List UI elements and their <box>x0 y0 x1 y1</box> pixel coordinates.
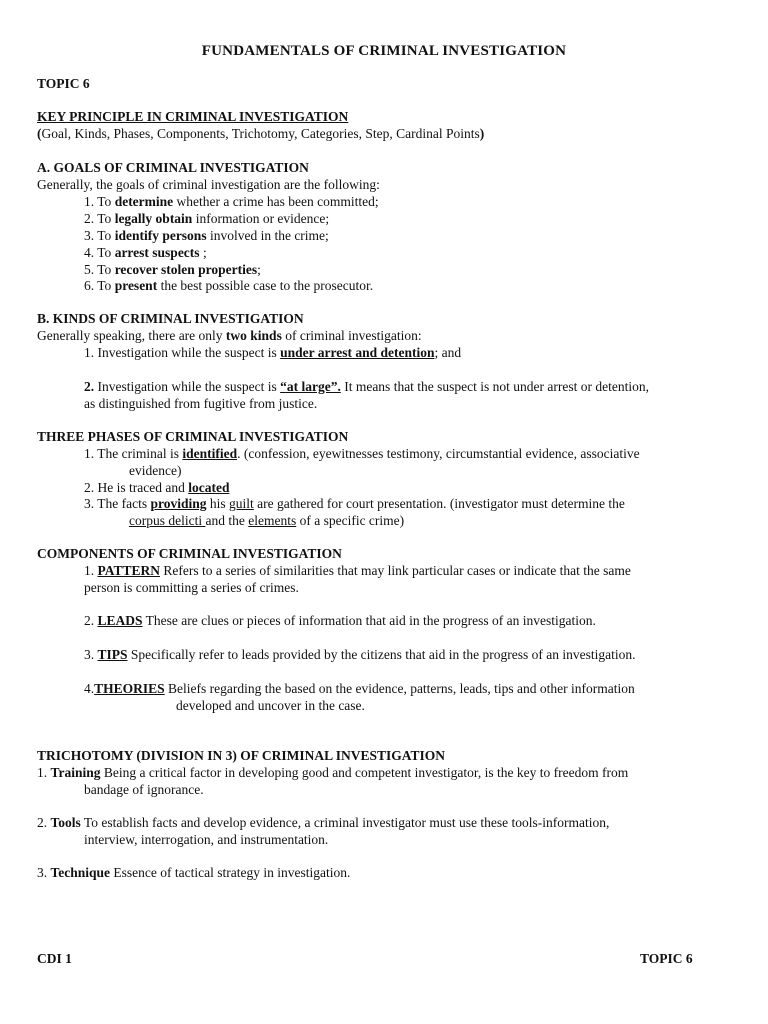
key-principle-heading: KEY PRINCIPLE IN CRIMINAL INVESTIGATION <box>37 109 349 124</box>
page-title: FUNDAMENTALS OF CRIMINAL INVESTIGATION <box>201 43 567 59</box>
kind-item-continuation: as distinguished from fugitive from justice. <box>84 396 318 411</box>
phase-item-continuation: corpus delicti and the elements of a specific crime) <box>129 513 405 528</box>
trichotomy-item: 3. Technique Essence of tactical strategy in investigation. <box>37 865 351 880</box>
goal-item: 4. To arrest suspects ; <box>84 245 207 260</box>
component-item: 1. PATTERN Refers to a series of similarities that may link particular cases or indicate that the same <box>84 563 631 578</box>
goal-item: 1. To determine whether a crime has been committed; <box>84 194 379 209</box>
goal-item: 5. To recover stolen properties; <box>84 262 261 277</box>
trichotomy-item-continuation: bandage of ignorance. <box>84 782 204 797</box>
component-item-continuation: person is committing a series of crimes. <box>84 580 299 595</box>
phase-item-continuation: evidence) <box>129 463 182 478</box>
goal-item: 6. To present the best possible case to the prosecutor. <box>84 278 374 293</box>
topic-label: TOPIC 6 <box>37 76 90 91</box>
trichotomy-item: 2. Tools To establish facts and develop evidence, a criminal investigator must use these tools-information, <box>37 815 610 830</box>
trichotomy-item-continuation: interview, interrogation, and instrumentation. <box>84 832 329 847</box>
goal-item: 2. To legally obtain information or evidence; <box>84 211 330 226</box>
goal-item: 3. To identify persons involved in the crime; <box>84 228 329 243</box>
goals-intro: Generally, the goals of criminal investigation are the following: <box>37 177 380 192</box>
key-principle-subtitle: (Goal, Kinds, Phases, Components, Trichotomy, Categories, Step, Cardinal Points) <box>37 126 485 141</box>
component-item: 4.THEORIES Beliefs regarding the based on the evidence, patterns, leads, tips and other information <box>84 681 635 696</box>
footer-right: TOPIC 6 <box>640 951 693 966</box>
kinds-heading: B. KINDS OF CRIMINAL INVESTIGATION <box>37 311 304 326</box>
goals-heading: A. GOALS OF CRIMINAL INVESTIGATION <box>37 160 309 175</box>
component-item-continuation: developed and uncover in the case. <box>176 698 365 713</box>
phase-item: 1. The criminal is identified. (confession, eyewitnesses testimony, circumstantial evidence, associative <box>84 446 640 461</box>
trichotomy-heading: TRICHOTOMY (DIVISION IN 3) OF CRIMINAL INVESTIGATION <box>37 748 446 763</box>
components-heading: COMPONENTS OF CRIMINAL INVESTIGATION <box>37 546 342 561</box>
trichotomy-item: 1. Training Being a critical factor in developing good and competent investigator, is the key to freedom from <box>37 765 629 780</box>
component-item: 3. TIPS Specifically refer to leads provided by the citizens that aid in the progress of an investigation. <box>84 647 636 662</box>
phase-item: 2. He is traced and located <box>84 480 230 495</box>
kinds-intro: Generally speaking, there are only two kinds of criminal investigation: <box>37 328 422 343</box>
kind-item: 1. Investigation while the suspect is under arrest and detention; and <box>84 345 462 360</box>
kind-item: 2. Investigation while the suspect is “at large”. It means that the suspect is not under arrest or detention, <box>84 379 649 394</box>
phase-item: 3. The facts providing his guilt are gathered for court presentation. (investigator must determine the <box>84 496 625 511</box>
footer-left: CDI 1 <box>37 951 72 966</box>
phases-heading: THREE PHASES OF CRIMINAL INVESTIGATION <box>37 429 349 444</box>
component-item: 2. LEADS These are clues or pieces of information that aid in the progress of an investigation. <box>84 613 596 628</box>
